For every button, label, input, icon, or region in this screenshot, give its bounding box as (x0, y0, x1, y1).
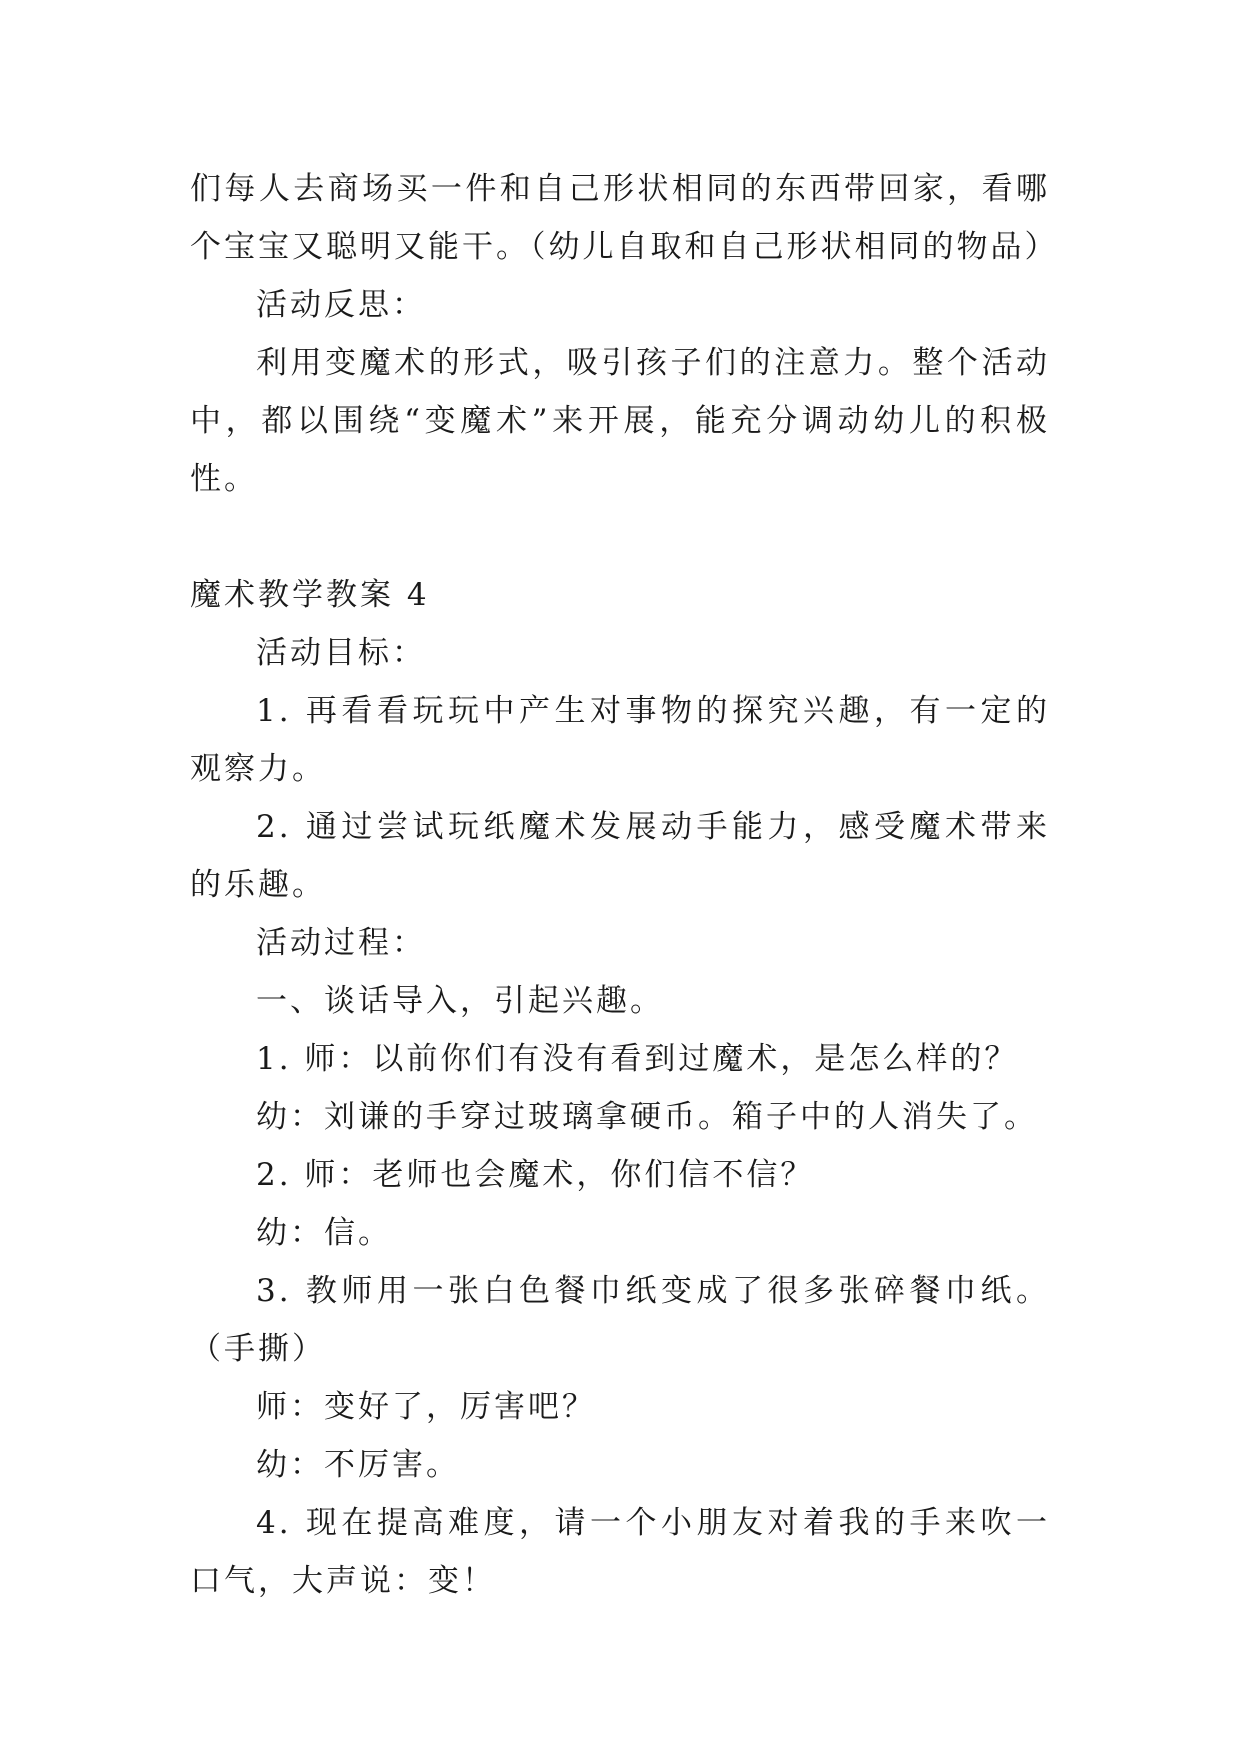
paragraph-goal-2: 2. 通过尝试玩纸魔术发展动手能力，感受魔术带来的乐趣。 (190, 809, 1050, 903)
paragraph-dialogue-3: 2. 师：老师也会魔术，你们信不信？ (256, 1157, 815, 1193)
document-body (190, 160, 1059, 1610)
section-title: 魔术教学教案 4 (190, 577, 430, 613)
paragraph-dialogue-2: 幼：刘谦的手穿过玻璃拿硬币。箱子中的人消失了。 (256, 1099, 1038, 1135)
paragraph-step-intro: 一、谈话导入，引起兴趣。 (256, 983, 664, 1019)
paragraph-dialogue-1: 1. 师：以前你们有没有看到过魔术，是怎么样的？ (256, 1041, 1019, 1077)
paragraph-dialogue-5: 3. 教师用一张白色餐巾纸变成了很多张碎餐巾纸。（手撕） (190, 1273, 1050, 1367)
paragraph-dialogue-6: 师：变好了，厉害吧？ (256, 1389, 596, 1425)
paragraph-reflection-label: 活动反思： (256, 287, 426, 323)
paragraph-dialogue-4: 幼：信。 (256, 1215, 392, 1251)
paragraph-reflection: 利用变魔术的形式，吸引孩子们的注意力。整个活动中，都以围绕“变魔术”来开展，能充分调动幼儿的积极性。 (190, 345, 1050, 497)
paragraph-goal-1: 1. 再看看玩玩中产生对事物的探究兴趣，有一定的观察力。 (190, 693, 1050, 787)
paragraph-dialogue-8: 4. 现在提高难度，请一个小朋友对着我的手来吹一口气，大声说：变！ (190, 1505, 1050, 1599)
paragraph-dialogue-7: 幼：不厉害。 (256, 1447, 460, 1483)
paragraph-continuation: 们每人去商场买一件和自己形状相同的东西带回家，看哪个宝宝又聪明又能干。（幼儿自取和自己形状相同的物品） (190, 171, 1059, 265)
paragraph-process-label: 活动过程： (256, 925, 426, 961)
paragraph-goals-label: 活动目标： (256, 635, 426, 671)
